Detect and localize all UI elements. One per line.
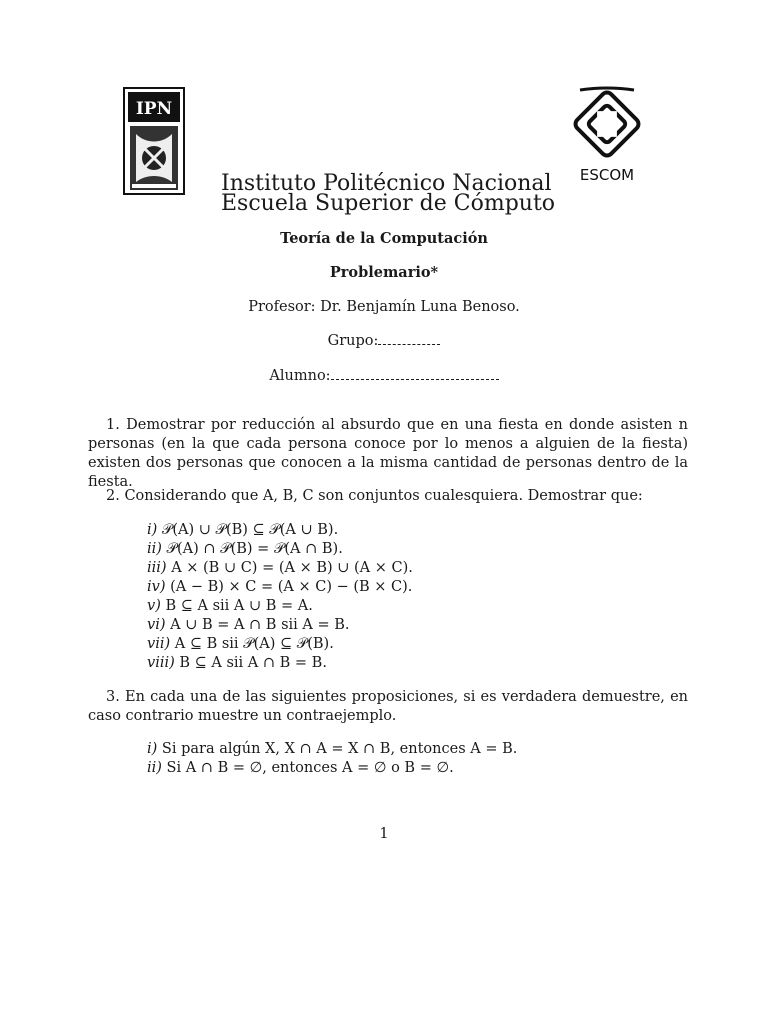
problem-1-number: 1.: [106, 417, 120, 433]
ipn-logo: [122, 86, 186, 196]
group-line: [0, 332, 768, 349]
institution-name: Instituto Politécnico Nacional: [221, 171, 552, 196]
document-title: Problemario*: [329, 264, 439, 281]
problem-3-text: En cada una de las siguientes proposiciones, si es verdadera demuestre, en caso contrario muestre un contraejemplo.: [88, 689, 688, 724]
list-item: i) Si para algún X, X ∩ A = X ∩ B, entonces A = B.: [147, 741, 518, 757]
group-label: Grupo:: [327, 333, 379, 349]
problem-1: [88, 416, 688, 492]
ipn-logo-text: IPN: [135, 99, 173, 119]
student-blank: [331, 367, 499, 380]
list-item: iv) (A − B) × C = (A × C) − (B × C).: [147, 579, 413, 595]
problem-3-list: [147, 740, 517, 778]
list-item: v) B ⊆ A sii A ∪ B = A.: [147, 598, 313, 614]
problem-2-number: 2.: [106, 488, 120, 504]
group-blank: [378, 332, 440, 345]
school-name: Escuela Superior de Cómputo: [221, 191, 556, 216]
list-item: i) 𝒫(A) ∪ 𝒫(B) ⊆ 𝒫(A ∪ B).: [147, 522, 339, 538]
problem-2-text: Considerando que A, B, C son conjuntos cualesquiera. Demostrar que:: [124, 488, 643, 504]
list-item: ii) Si A ∩ B = ∅, entonces A = ∅ o B = ∅.: [147, 760, 454, 776]
problem-2-list: [147, 521, 413, 673]
problem-1-text: Demostrar por reducción al absurdo que en una fiesta en donde asisten n personas (en la que cada persona conoce por lo menos a alguien de la fiesta) existen dos personas que conocen a la misma cantidad de personas dentro de la fiesta.: [88, 417, 689, 490]
problem-3: [88, 688, 688, 726]
list-item: viii) B ⊆ A sii A ∩ B = B.: [147, 655, 327, 671]
course-name: Teoría de la Computación: [280, 230, 488, 247]
student-line: [0, 367, 768, 384]
list-item: vi) A ∪ B = A ∩ B sii A = B.: [147, 617, 350, 633]
student-label: Alumno:: [269, 368, 331, 384]
page-number: 1: [379, 826, 389, 842]
professor-line: Profesor: Dr. Benjamín Luna Benoso.: [248, 299, 520, 315]
list-item: vii) A ⊆ B sii 𝒫(A) ⊆ 𝒫(B).: [147, 636, 334, 652]
list-item: iii) A × (B ∪ C) = (A × B) ∪ (A × C).: [147, 560, 413, 576]
escom-logo: [570, 84, 644, 190]
escom-logo-label: ESCOM: [579, 166, 635, 184]
problem-2: [88, 487, 688, 506]
list-item: ii) 𝒫(A) ∩ 𝒫(B) = 𝒫(A ∩ B).: [147, 541, 343, 557]
problem-3-number: 3.: [106, 689, 120, 705]
